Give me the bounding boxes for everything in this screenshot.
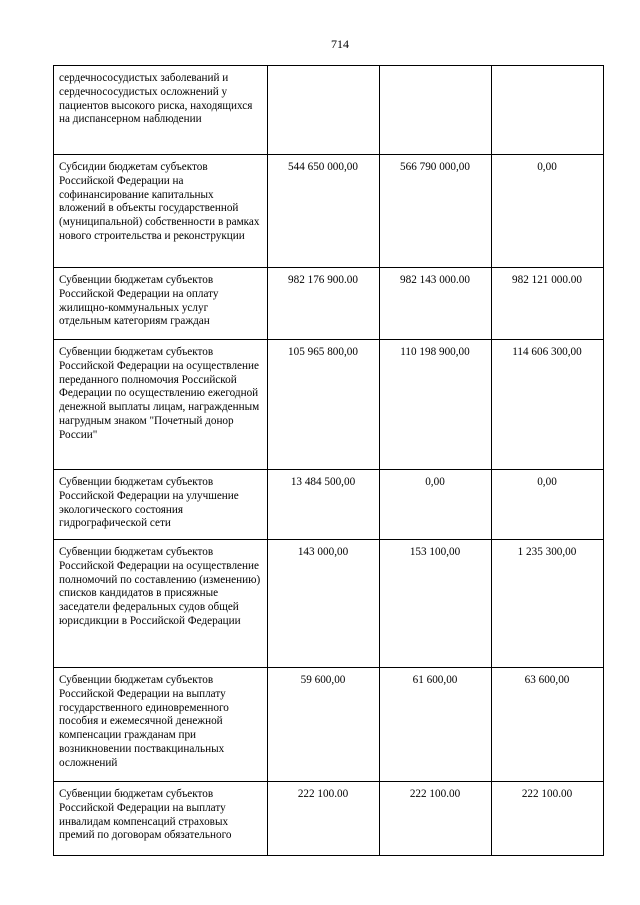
row-description: сердечнососудистых заболеваний и сердечнососудистых осложнений у пациентов высокого риска, находящихся на диспансерном наблюдении [54, 66, 268, 155]
value-year-3: 114 606 300,00 [492, 340, 604, 470]
row-description: Субвенции бюджетам субъектов Российской Федерации на осуществление полномочий по составлению (изменению) списков кандидатов в присяжные заседатели федеральных судов общей юрисдикции в Российской Федерации [54, 540, 268, 668]
value-year-2: 222 100.00 [380, 782, 492, 856]
table-row [54, 668, 604, 782]
value-year-3: 1 235 300,00 [492, 540, 604, 668]
value-year-2: 982 143 000.00 [380, 268, 492, 340]
value-year-1 [268, 66, 380, 155]
table-row [54, 540, 604, 668]
value-year-1: 982 176 900.00 [268, 268, 380, 340]
value-year-3 [492, 66, 604, 155]
value-year-3: 63 600,00 [492, 668, 604, 782]
page-number: 714 [331, 37, 349, 51]
table-row [54, 470, 604, 540]
row-description: Субвенции бюджетам субъектов Российской Федерации на выплату инвалидам компенсаций страховых премий по договорам обязательного [54, 782, 268, 856]
value-year-2: 566 790 000,00 [380, 155, 492, 268]
value-year-1: 222 100.00 [268, 782, 380, 856]
value-year-2: 61 600,00 [380, 668, 492, 782]
value-year-2: 110 198 900,00 [380, 340, 492, 470]
table-row [54, 268, 604, 340]
value-year-2: 0,00 [380, 470, 492, 540]
value-year-3: 982 121 000.00 [492, 268, 604, 340]
row-description: Субвенции бюджетам субъектов Российской Федерации на осуществление переданного полномочия Российской Федерации по осуществлению ежегодной денежной выплаты лицам, награжденным нагрудным знаком "Почетный донор России" [54, 340, 268, 470]
value-year-1: 105 965 800,00 [268, 340, 380, 470]
row-description: Субсидии бюджетам субъектов Российской Федерации на софинансирование капитальных вложений в объекты государственной (муниципальной) собственности в рамках нового строительства и реконструкции [54, 155, 268, 268]
table-row [54, 340, 604, 470]
value-year-3: 0,00 [492, 470, 604, 540]
table-row [54, 782, 604, 856]
table-row [54, 66, 604, 155]
row-description: Субвенции бюджетам субъектов Российской Федерации на оплату жилищно-коммунальных услуг отдельным категориям граждан [54, 268, 268, 340]
value-year-1: 143 000,00 [268, 540, 380, 668]
value-year-2: 153 100,00 [380, 540, 492, 668]
value-year-2 [380, 66, 492, 155]
row-description: Субвенции бюджетам субъектов Российской Федерации на выплату государственного единовременного пособия и ежемесячной денежной компенсации гражданам при возникновении поствакцинальных осложнений [54, 668, 268, 782]
table-row [54, 155, 604, 268]
value-year-1: 13 484 500,00 [268, 470, 380, 540]
value-year-3: 222 100.00 [492, 782, 604, 856]
budget-table [53, 65, 604, 856]
value-year-1: 544 650 000,00 [268, 155, 380, 268]
row-description: Субвенции бюджетам субъектов Российской Федерации на улучшение экологического состояния гидрографической сети [54, 470, 268, 540]
value-year-1: 59 600,00 [268, 668, 380, 782]
value-year-3: 0,00 [492, 155, 604, 268]
